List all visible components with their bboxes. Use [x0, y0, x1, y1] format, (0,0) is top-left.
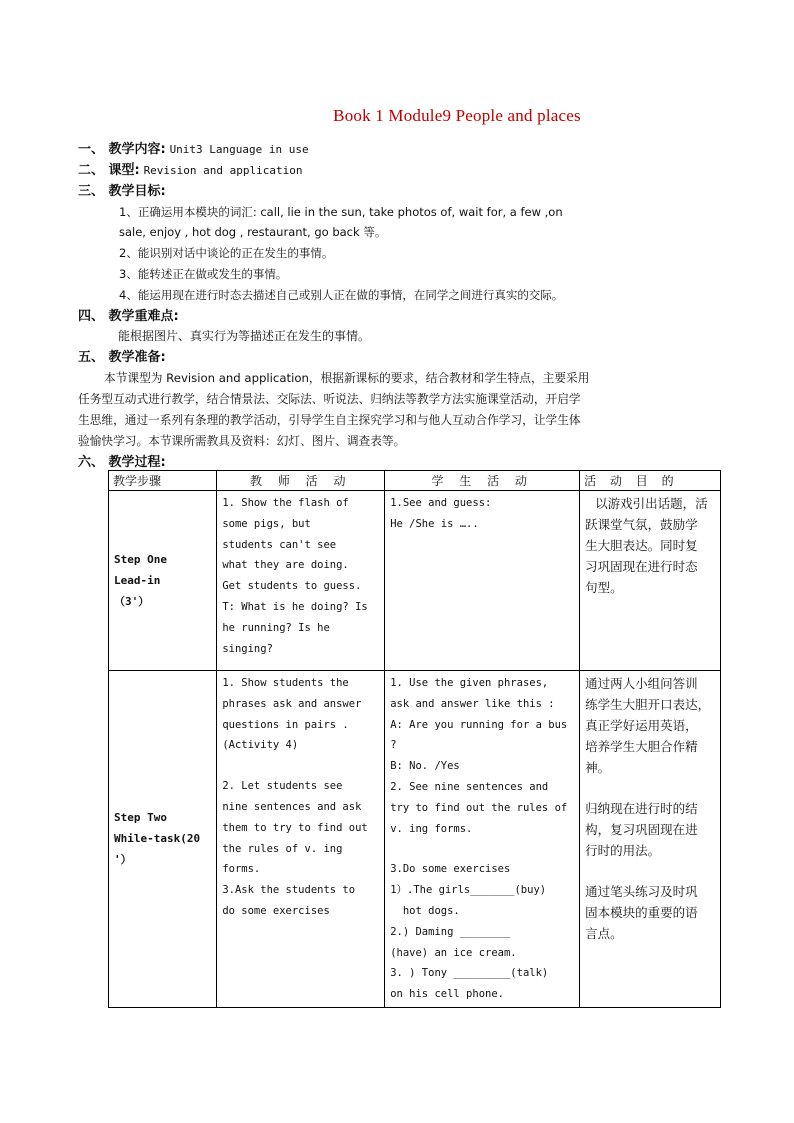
- table-row: [109, 671, 721, 1008]
- cell-line: 2. See nine sentences and: [390, 780, 549, 793]
- preparation-line: 任务型互动式进行教学，结合情景法、交际法、听说法、归纳法等教学方法实施课堂活动，开启学: [78, 392, 581, 406]
- cell-line: forms.: [222, 863, 261, 876]
- cell-line: He /She is …..: [390, 517, 479, 530]
- cell-line: 跃课堂气氛，鼓励学: [585, 517, 698, 532]
- section-label: 三、 教学目标:: [78, 184, 166, 199]
- cell-line: 行时的用法。: [585, 843, 661, 858]
- preparation-line: 验愉快学习。本节课所需教具及资料：幻灯、图片、调查表等。: [78, 434, 406, 448]
- cell-line: A: Are you running for a bus: [390, 718, 568, 731]
- step-line: '）: [114, 853, 132, 867]
- section-label: 四、 教学重难点:: [78, 309, 179, 324]
- cell-line: he running? Is he: [222, 621, 330, 634]
- section-preparation: [78, 347, 166, 368]
- step-cell: [109, 491, 217, 671]
- cell-line: 通过笔头练习及时巩: [585, 884, 698, 899]
- teacher-cell: [217, 491, 385, 671]
- cell-line: questions in pairs .: [222, 718, 349, 731]
- cell-line: 句型。: [585, 580, 623, 595]
- section-label: 五、 教学准备:: [78, 350, 166, 365]
- section-value: Revision and application: [143, 164, 303, 177]
- table-row: [109, 491, 721, 671]
- preparation-line: 本节课型为 Revision and application，根据新课标的要求，结合教材和学生特点，主要采用: [104, 371, 590, 385]
- cell-line: ?: [390, 739, 397, 752]
- header-student: 学 生 活 动: [385, 471, 580, 491]
- section-content: [78, 139, 309, 160]
- cell-line: 2. Let students see: [222, 780, 343, 793]
- cell-line: 以游戏引出话题，活: [595, 496, 708, 511]
- cell-line: 神。: [585, 760, 611, 775]
- goal-item: 4、能运用现在进行时态去描述自己或别人正在做的事情，在同学之间进行真实的交际。: [119, 288, 564, 302]
- document-title: Book 1 Module9 People and places: [333, 106, 581, 125]
- purpose-cell: [580, 491, 721, 671]
- cell-line: 1. Show students the: [222, 677, 349, 689]
- section-label: 二、 课型:: [78, 163, 140, 178]
- goal-item: 3、能转述正在做或发生的事情。: [119, 267, 288, 281]
- cell-line: 3.Ask the students to: [222, 884, 356, 897]
- section-type: [78, 160, 303, 181]
- goal-item: sale, enjoy , hot dog , restaurant, go back 等。: [119, 225, 387, 239]
- cell-line: the rules of v. ing: [222, 842, 343, 855]
- goal-item: 2、能识别对话中谈论的正在发生的事情。: [119, 246, 334, 260]
- section-label: 一、 教学内容:: [78, 142, 166, 157]
- cell-line: 1. Show the flash of: [222, 497, 349, 509]
- cell-line: try to find out the rules of: [390, 801, 568, 814]
- section-value: Unit3 Language in use: [169, 143, 309, 156]
- header-teacher: 教 师 活 动: [217, 471, 385, 491]
- cell-line: on his cell phone.: [390, 988, 504, 1001]
- cell-line: (have) an ice cream.: [390, 946, 517, 959]
- cell-line: 通过两人小组问答训: [585, 676, 698, 691]
- cell-line: 1）.The girls_______(buy): [390, 884, 547, 897]
- section-label: 六、 教学过程:: [78, 455, 166, 470]
- preparation-line: 生思维，通过一系列有条理的教学活动，引导学生自主探究学习和与他人互动合作学习，让学生体: [78, 413, 581, 427]
- student-cell: [385, 491, 580, 671]
- cell-line: 3.Do some exercises: [390, 863, 511, 876]
- cell-line: 3. ) Tony _________(talk): [390, 967, 549, 980]
- cell-line: 习巩固现在进行时态: [585, 559, 698, 574]
- cell-line: 生大胆表达。同时复: [585, 538, 698, 553]
- cell-line: nine sentences and ask: [222, 800, 362, 813]
- cell-line: phrases ask and answer: [222, 697, 362, 710]
- cell-line: 1. Use the given phrases,: [390, 677, 549, 689]
- step-line: （3'）: [114, 595, 150, 608]
- cell-line: 真正学好运用英语，: [585, 718, 698, 733]
- step-cell: [109, 671, 217, 1008]
- cell-line: 练学生大胆开口表达，: [585, 697, 711, 712]
- cell-line: what they are doing.: [222, 559, 349, 572]
- section-goals: [78, 181, 166, 202]
- cell-line: ask and answer like this :: [390, 697, 555, 710]
- header-purpose: 活 动 目 的: [580, 471, 721, 491]
- keypoints-text: 能根据图片、真实行为等描述正在发生的事情。: [118, 329, 371, 343]
- step-line: While-task(20: [114, 832, 201, 846]
- cell-line: students can't see: [222, 538, 337, 551]
- purpose-cell: [580, 671, 721, 1008]
- cell-line: 培养学生大胆合作精: [585, 739, 698, 754]
- process-table: [108, 470, 721, 1008]
- cell-line: do some exercises: [222, 904, 330, 917]
- step-line: Step One: [114, 553, 167, 566]
- cell-line: T: What is he doing? Is: [222, 600, 368, 613]
- cell-line: 固本模块的重要的语: [585, 905, 698, 920]
- step-line: Step Two: [114, 811, 167, 825]
- cell-line: 2.) Daming ________: [390, 925, 511, 938]
- cell-line: them to try to find out: [222, 821, 368, 834]
- cell-line: 构，复习巩固现在进: [585, 822, 698, 837]
- student-cell: [385, 671, 580, 1008]
- teacher-cell: [217, 671, 385, 1008]
- header-step: 教学步骤: [109, 471, 217, 491]
- cell-line: Get students to guess.: [222, 580, 362, 593]
- cell-line: 1.See and guess:: [390, 497, 492, 509]
- cell-line: hot dogs.: [390, 904, 460, 917]
- section-keypoints: [78, 306, 179, 327]
- cell-line: 归纳现在进行时的结: [585, 801, 698, 816]
- cell-line: singing?: [222, 642, 273, 655]
- cell-line: some pigs, but: [222, 517, 311, 530]
- goal-item: 1、正确运用本模块的词汇: call, lie in the sun, take photos of, wait for, a few ,on: [119, 205, 563, 219]
- cell-line: 言点。: [585, 926, 623, 941]
- cell-line: (Activity 4): [222, 739, 299, 752]
- step-line: Lead-in: [114, 574, 161, 587]
- table-header-row: [109, 471, 721, 491]
- cell-line: B: No. /Yes: [390, 760, 460, 773]
- cell-line: v. ing forms.: [390, 822, 473, 835]
